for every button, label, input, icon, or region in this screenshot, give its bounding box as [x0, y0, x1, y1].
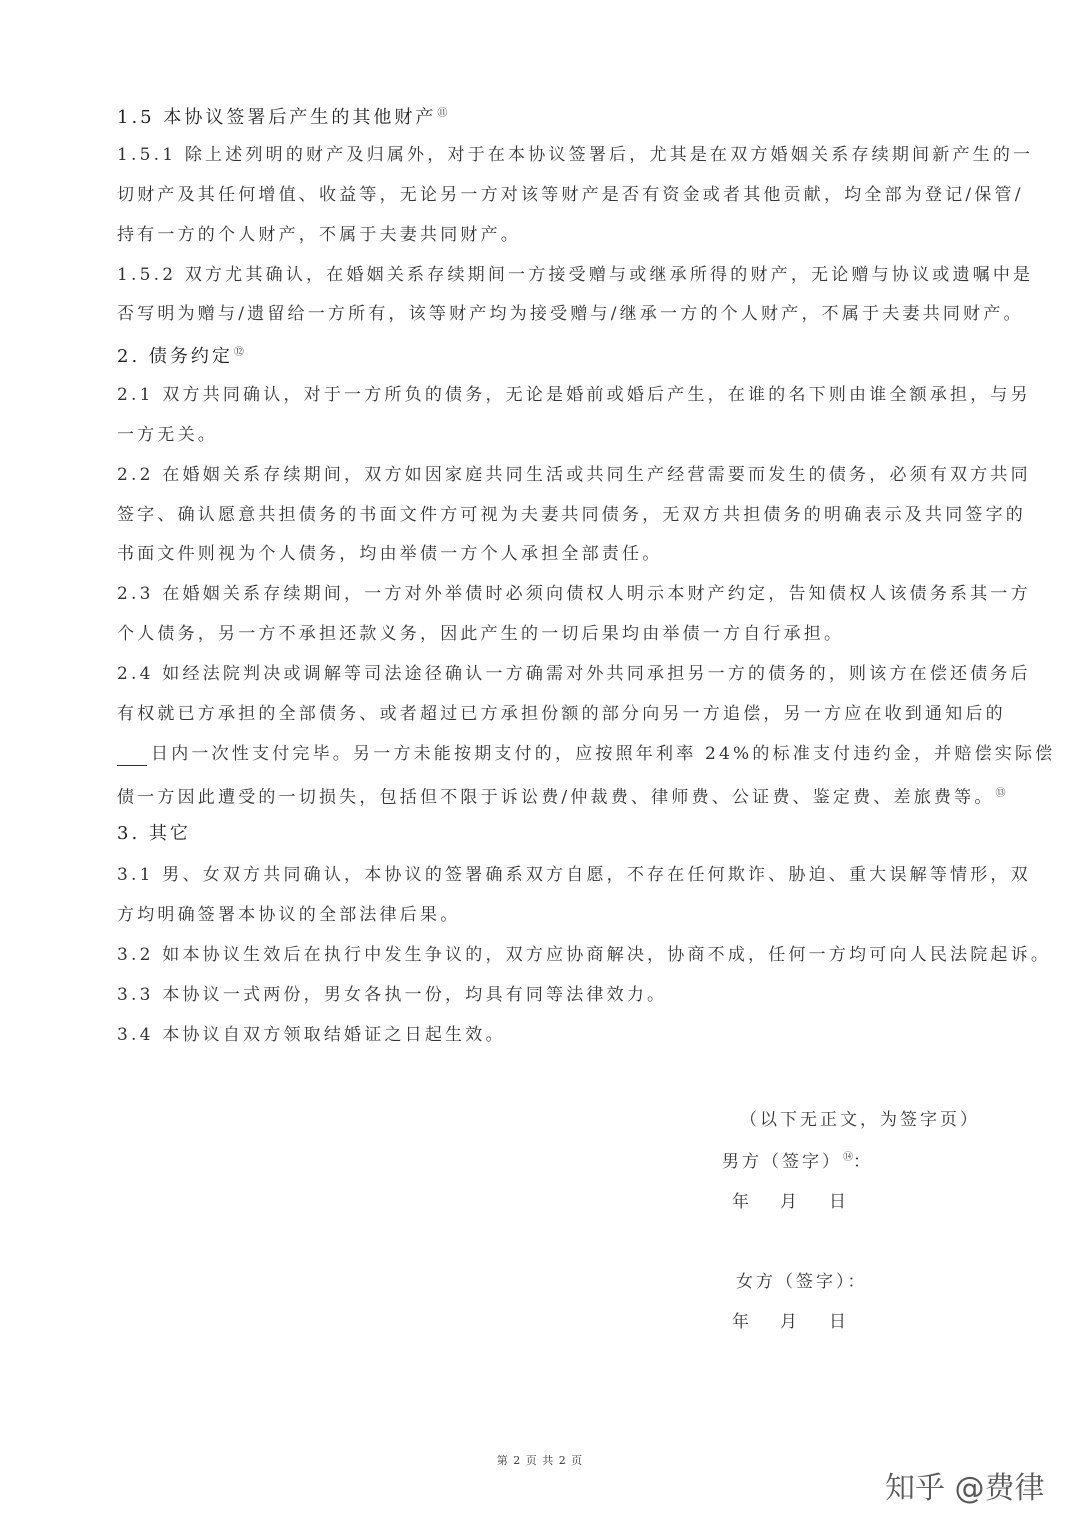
- paragraph-line: 切财产及其任何增值、收益等，无论另一方对该等财产是否有资金或者其他贡献，均全部为登记/保管/: [117, 185, 1024, 205]
- paragraph-line: 一方无关。: [117, 425, 218, 445]
- section-3-heading: 3. 其它: [117, 823, 191, 844]
- paragraph-line: 日内一次性支付完毕。另一方未能按期支付的，应按照年利率 24%的标准支付违约金，并赔偿实际偿: [117, 742, 1055, 766]
- paragraph-line: 2.4 如经法院判决或调解等司法途径确认一方确需对外共同承担另一方的债务的，则该方在偿还债务后: [117, 664, 1031, 684]
- paragraph-line: 持有一方的个人财产，不属于夫妻共同财产。: [117, 225, 521, 245]
- paragraph-line: 个人债务，另一方不承担还款义务，因此产生的一切后果均由举债一方自行承担。: [117, 624, 845, 644]
- page-number: 第 2 页 共 2 页: [496, 1454, 584, 1467]
- male-date-day: 日: [829, 1192, 846, 1212]
- female-date-year: 年: [732, 1312, 749, 1332]
- paragraph-line: 1.5.2 双方尤其确认，在婚姻关系存续期间一方接受赠与或继承所得的财产，无论赠与协议或遗嘱中是: [117, 265, 1034, 285]
- footnote-marker: ⑪: [437, 108, 448, 119]
- paragraph-line: 有权就已方承担的全部债务、或者超过已方承担份额的部分向另一方追偿，另一方应在收到通知后的: [117, 704, 1006, 724]
- paragraph-line: 否写明为赠与/遗留给一方所有，该等财产均为接受赠与/继承一方的个人财产，不属于夫妻共同财产。: [117, 304, 1024, 324]
- paragraph-line: 3.1 男、女双方共同确认，本协议的签署确系双方自愿，不存在任何欺诈、胁迫、重大误解等情形，双: [117, 865, 1031, 885]
- section-1-5-heading: 1.5 本协议签署后产生的其他财产⑪: [117, 107, 448, 128]
- signature-page-note: （以下无正文，为签字页）: [740, 1110, 980, 1130]
- male-date-year: 年: [732, 1192, 749, 1212]
- paragraph-line: 3.3 本协议一式两份，男女各执一份，均具有同等法律效力。: [117, 985, 668, 1005]
- female-signature-label: 女方（签字）：: [736, 1272, 868, 1292]
- paragraph-line: 3.4 本协议自双方领取结婚证之日起生效。: [117, 1025, 506, 1045]
- paragraph-line: 签字、确认愿意共担债务的书面文件方可视为夫妻共同债务，无双方共担债务的明确表示及共同签字的: [117, 505, 1026, 525]
- blank-field: [117, 748, 147, 766]
- female-date-day: 日: [829, 1312, 846, 1332]
- paragraph-line: 书面文件则视为个人债务，均由举债一方个人承担全部责任。: [117, 544, 663, 564]
- paragraph-line: 债一方因此遭受的一切损失，包括但不限于诉讼费/仲裁费、律师费、公证费、鉴定费、差旅费等。⑬: [117, 787, 1006, 808]
- paragraph-line: 2.2 在婚姻关系存续期间，双方如因家庭共同生活或共同生产经营需要而发生的债务，必须有双方共同: [117, 465, 1031, 485]
- footnote-marker: ⑬: [995, 788, 1006, 799]
- paragraph-line: 1.5.1 除上述列明的财产及归属外，对于在本协议签署后，尤其是在双方婚姻关系存续期间新产生的一: [117, 145, 1034, 165]
- male-signature-label: 男方（签字）⑭：: [722, 1152, 873, 1172]
- female-date-month: 月: [780, 1312, 797, 1332]
- footnote-marker: ⑫: [233, 347, 244, 358]
- section-2-heading: 2. 债务约定⑫: [117, 346, 244, 367]
- male-date-month: 月: [780, 1192, 797, 1212]
- paragraph-line: 3.2 如本协议生效后在执行中发生争议的，双方应协商解决，协商不成，任何一方均可向人民法院起诉。: [117, 945, 1052, 965]
- paragraph-line: 2.3 在婚姻关系存续期间，一方对外举债时必须向债权人明示本财产约定，告知债权人该债务系其一方: [117, 584, 1031, 604]
- paragraph-line: 2.1 双方共同确认，对于一方所负的债务，无论是婚前或婚后产生，在谁的名下则由谁全额承担，与另: [117, 385, 1031, 405]
- paragraph-line: 方均明确签署本协议的全部法律后果。: [117, 905, 461, 925]
- zhihu-watermark: 知乎 @费律: [885, 1471, 1045, 1506]
- footnote-marker: ⑭: [843, 1152, 853, 1164]
